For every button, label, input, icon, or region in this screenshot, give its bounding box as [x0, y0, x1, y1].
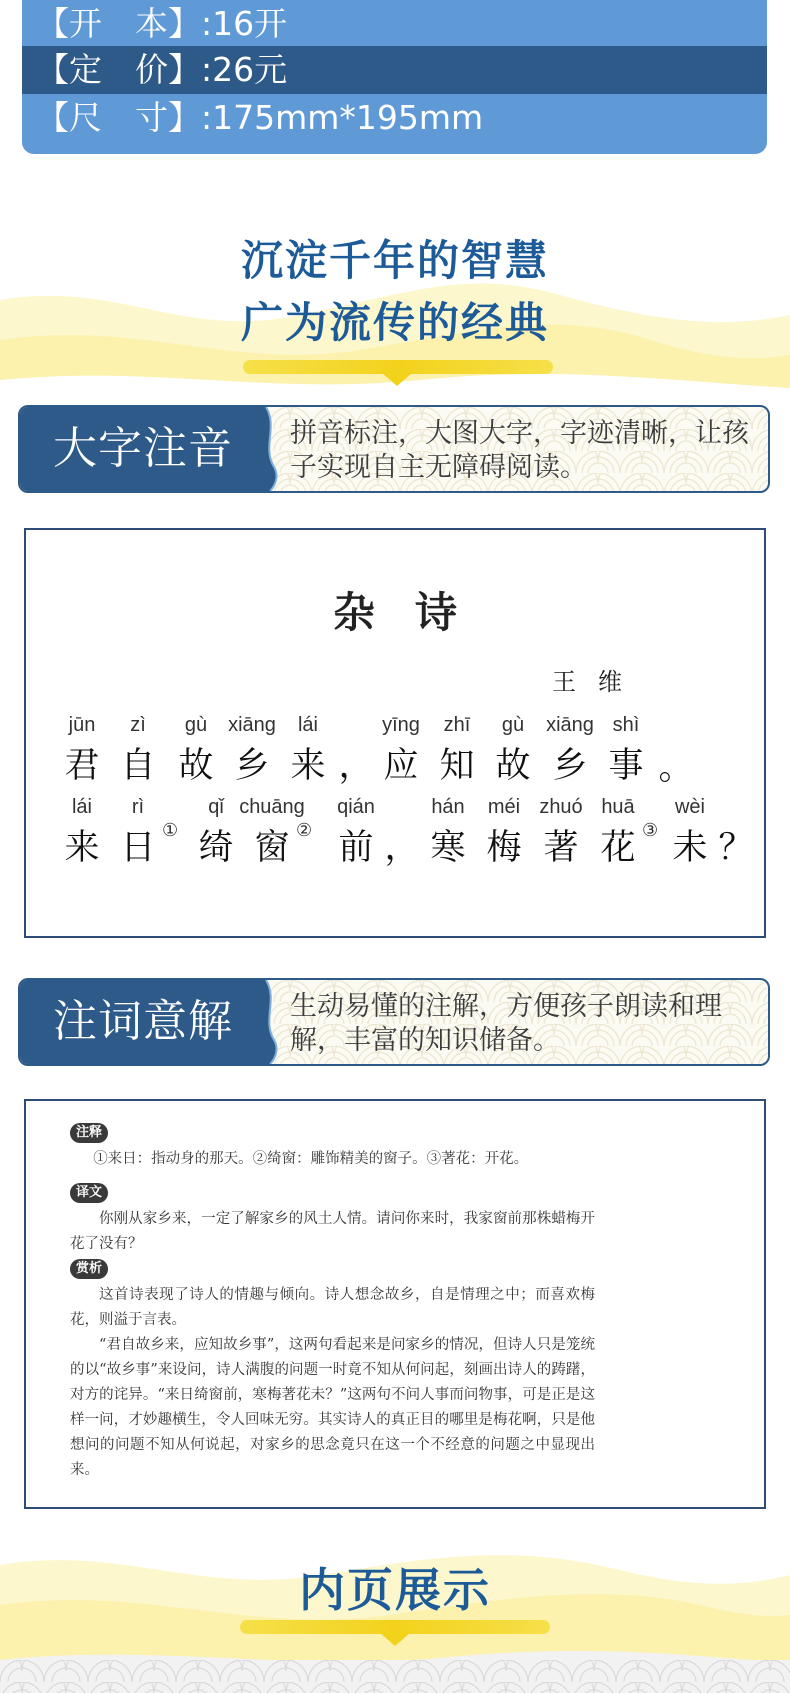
- wave-pattern-icon: [0, 1660, 790, 1693]
- appreciation-paragraph: “君自故乡来，应知故乡事”，这两句看起来是问家乡的情况，但诗人只是笼统的以“故乡事”来设问，诗人满腹的问题一时竟不知从何问起，刻画出诗人的踌躇，对方的诧异。“来日绮窗前，寒梅著花未？”这两句不问人事而问物事，可是正是这样一问，才妙趣横生，令人回味无穷。其实诗人的真正目的哪里是梅花啊，只是他想问的问题不知从何说起，对家乡的思念竟只在这一个不经意的问题之中显现出来。: [70, 1337, 595, 1478]
- footnote-mark: ①: [162, 820, 179, 841]
- pinyin: zì: [130, 714, 146, 736]
- feature-tag: 注词意解: [20, 980, 266, 1064]
- translation-seal-label: 译文: [70, 1183, 108, 1203]
- hanzi: 来: [64, 828, 100, 868]
- notes-paragraph: ①来日：指动身的那天。②绮窗：雕饰精美的窗子。③著花：开花。: [93, 1151, 529, 1167]
- spec-row-price: [22, 46, 767, 94]
- hanzi: 自: [120, 746, 156, 786]
- translation-paragraph: 你刚从家乡来，一定了解家乡的风土人情。请问你来时，我家窗前那株蜡梅开花了没有？: [70, 1211, 595, 1252]
- spec-label: 【尺 寸】: [36, 98, 201, 137]
- pinyin: méi: [487, 796, 521, 818]
- punctuation: ？: [718, 828, 754, 868]
- pinyin: lái: [71, 796, 93, 818]
- punctuation: ，: [384, 828, 420, 868]
- poem-page-panel: [24, 528, 766, 938]
- feature-description: 拼音标注，大图大字，字迹清晰，让孩子实现自主无障碍阅读。: [290, 418, 749, 483]
- spec-value: :26元: [201, 50, 288, 89]
- hanzi: 梅: [486, 828, 522, 868]
- hanzi: 故: [495, 746, 531, 786]
- tag-edge-decoration: [252, 980, 284, 1064]
- hanzi: 乡: [234, 746, 270, 786]
- pinyin: gù: [501, 714, 525, 736]
- hanzi: 事: [608, 746, 644, 786]
- hanzi: 花: [600, 828, 636, 868]
- spec-value: :16开: [201, 4, 288, 43]
- hanzi: 绮: [198, 828, 234, 868]
- spec-label: 【开 本】: [36, 4, 201, 43]
- notes-text: [70, 1147, 595, 1172]
- slogan-line-1: 沉淀千年的智慧: [240, 236, 549, 285]
- pinyin: chuāng: [239, 796, 305, 818]
- spec-label: 【定 价】: [36, 50, 201, 89]
- pinyin: qián: [337, 796, 375, 818]
- hanzi: 寒: [430, 828, 466, 868]
- pinyin: lái: [297, 714, 319, 736]
- pinyin: wèi: [674, 796, 706, 818]
- poem-author: 王维: [552, 668, 644, 696]
- notes-seal-label: 注释: [70, 1123, 108, 1143]
- pinyin: qǐ: [208, 796, 224, 818]
- hanzi: 乡: [552, 746, 588, 786]
- hanzi: 前: [338, 828, 374, 868]
- appreciation-seal-label: 赏析: [70, 1259, 108, 1279]
- hanzi: 故: [178, 746, 214, 786]
- hanzi: 知: [439, 746, 475, 786]
- punctuation: 。: [658, 748, 694, 788]
- pinyin: gù: [184, 714, 208, 736]
- feature-banner-large-print: [18, 405, 770, 493]
- pinyin: hán: [431, 796, 465, 818]
- footnote-mark: ②: [296, 820, 313, 841]
- feature-description: 生动易懂的注解，方便孩子朗读和理解，丰富的知识储备。: [290, 991, 722, 1056]
- title-pointer-icon: [379, 1632, 411, 1646]
- hanzi: 窗: [254, 828, 290, 868]
- spec-value: :175mm*195mm: [201, 98, 484, 137]
- tag-edge-decoration: [252, 407, 284, 491]
- slogan-pointer-icon: [381, 372, 413, 386]
- feature-tag: 大字注音: [20, 407, 266, 491]
- hanzi: 应: [383, 746, 419, 786]
- punctuation: ，: [338, 746, 374, 786]
- pinyin: zhī: [443, 714, 471, 736]
- pinyin: zhuó: [539, 796, 583, 818]
- pinyin: shì: [612, 714, 640, 736]
- pinyin: huā: [601, 796, 635, 818]
- hanzi: 来: [290, 746, 326, 786]
- footnote-mark: ③: [642, 820, 659, 841]
- spec-row-size: [22, 94, 767, 154]
- pinyin: rì: [131, 796, 145, 818]
- hanzi: 未: [672, 828, 708, 868]
- hanzi: 君: [64, 746, 100, 786]
- spec-row-format: [22, 0, 767, 46]
- pinyin: xiāng: [228, 714, 276, 736]
- appreciation-paragraph: 这首诗表现了诗人的情趣与倾向。诗人想念故乡，自是情理之中；而喜欢梅花，则溢于言表。: [70, 1287, 595, 1328]
- section-title-inner-pages: 内页展示: [299, 1563, 491, 1617]
- pinyin: yīng: [382, 714, 420, 736]
- feature-banner-annotation: [18, 978, 770, 1066]
- slogan-line-2: 广为流传的经典: [240, 298, 549, 347]
- hanzi: 日: [120, 828, 156, 868]
- annotation-page-panel: [24, 1099, 766, 1509]
- appreciation-text: [70, 1283, 595, 1483]
- pinyin: jūn: [68, 714, 96, 736]
- hanzi: 著: [543, 828, 579, 868]
- translation-text: [70, 1207, 595, 1257]
- poem-title: 杂诗: [332, 588, 497, 637]
- pinyin: xiāng: [546, 714, 594, 736]
